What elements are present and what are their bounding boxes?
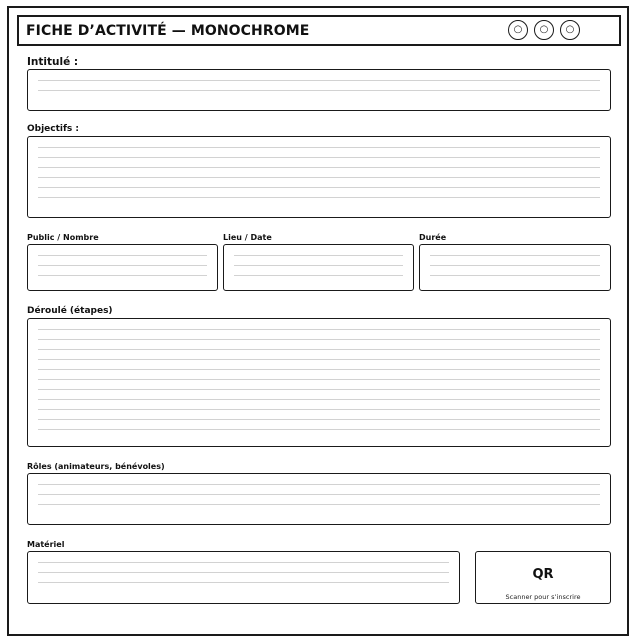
ruled-lines bbox=[38, 555, 449, 593]
objectifs-label: Objectifs : bbox=[27, 124, 80, 134]
qr-label: QR bbox=[532, 567, 554, 582]
ruled-lines bbox=[38, 140, 600, 209]
public-field[interactable] bbox=[27, 244, 218, 291]
duree-field[interactable] bbox=[419, 244, 611, 291]
materiel-field[interactable] bbox=[27, 551, 460, 604]
ruled-lines bbox=[38, 73, 600, 100]
ruled-lines bbox=[38, 477, 600, 514]
header-bar bbox=[17, 15, 621, 46]
circle-icon-3: ○ bbox=[560, 20, 580, 40]
lieu-label: Lieu / Date bbox=[223, 233, 272, 242]
public-label: Public / Nombre bbox=[27, 233, 99, 242]
ruled-lines bbox=[234, 248, 403, 280]
ruled-lines bbox=[38, 322, 600, 438]
circle-icon-1: ○ bbox=[508, 20, 528, 40]
deroule-field[interactable] bbox=[27, 318, 611, 447]
intitule-field[interactable] bbox=[27, 69, 611, 111]
objectifs-field[interactable] bbox=[27, 136, 611, 218]
ruled-lines bbox=[430, 248, 600, 280]
circle-icon-2: ○ bbox=[534, 20, 554, 40]
roles-field[interactable] bbox=[27, 473, 611, 525]
duree-label: Durée bbox=[419, 233, 447, 242]
deroule-label: Déroulé (étapes) bbox=[27, 306, 113, 316]
ruled-lines bbox=[38, 248, 207, 280]
intitule-label: Intitulé : bbox=[27, 56, 79, 68]
page-title: FICHE D’ACTIVITÉ — MONOCHROME bbox=[26, 22, 310, 39]
lieu-field[interactable] bbox=[223, 244, 414, 291]
qr-box[interactable] bbox=[475, 551, 611, 604]
qr-caption: Scanner pour s’inscrire bbox=[505, 593, 581, 601]
materiel-label: Matériel bbox=[27, 540, 65, 549]
roles-label: Rôles (animateurs, bénévoles) bbox=[27, 462, 165, 471]
